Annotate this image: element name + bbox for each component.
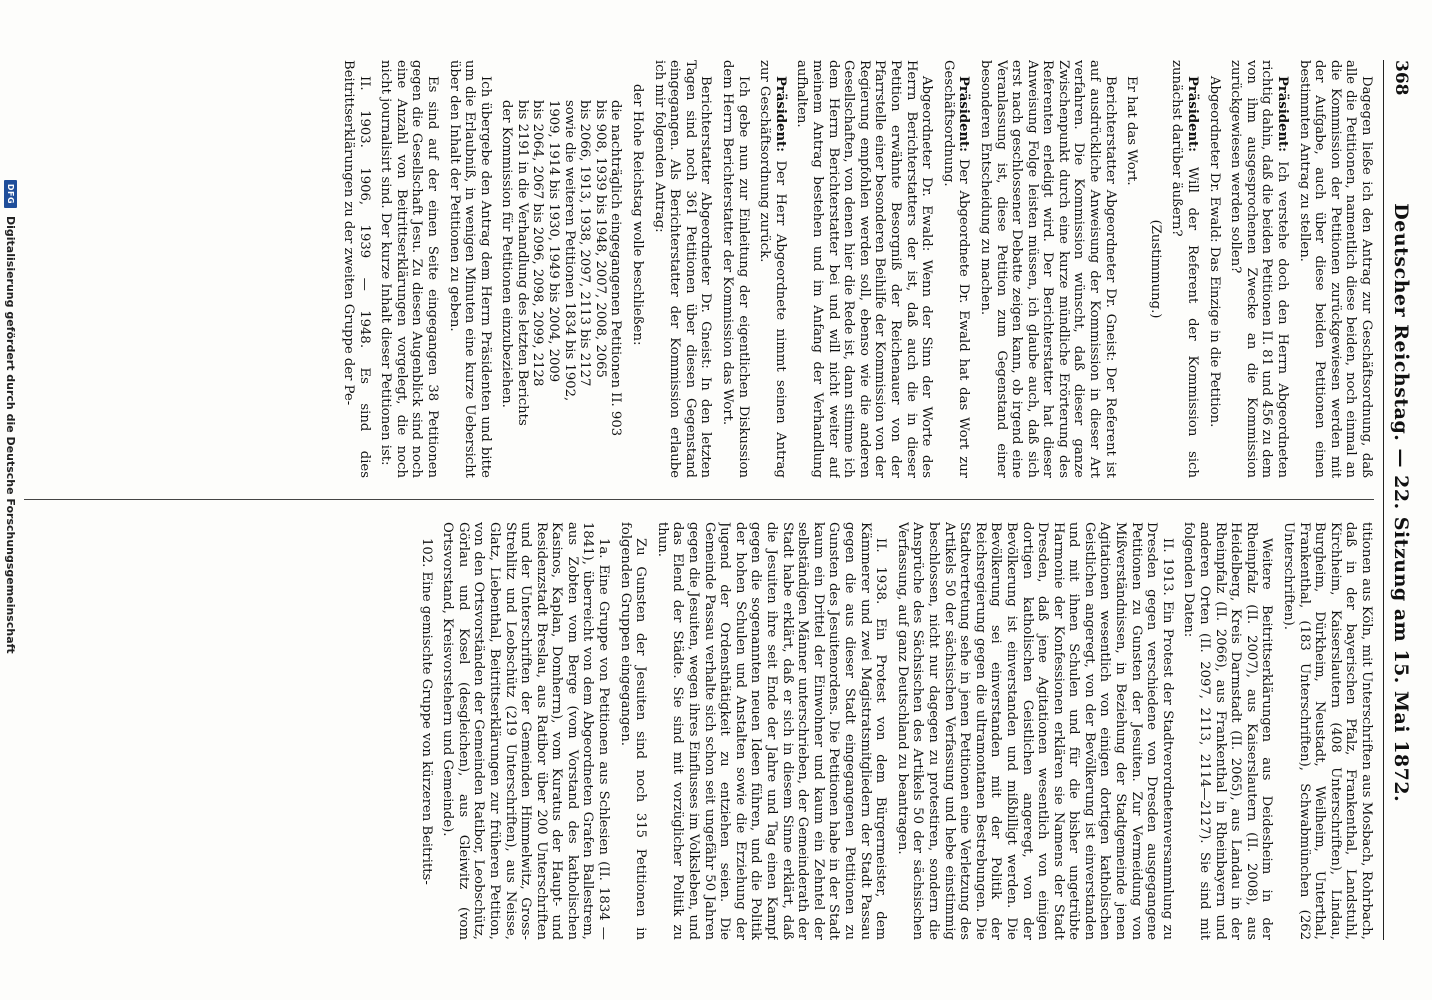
speech-text: Der Referent ist auf ausdrückliche Anweisung der Kommission in dieser Art verfahren. Die Kommission wünscht, daß dieser ganze Zwischenpunkt durch eine kurze mündliche Erörterung des Referenten erledigt wird. Der Berichterstatter hat dieser Anweisung Folge leisten müssen, ich glaube auch, daß sich erst nach geschlossener Debatte zeigen kann, ob irgend eine Veranlassung ist, diese Petition zum Gegenstand einer besonderen Entscheidung zu machen.: [977, 60, 1118, 478]
motion-line: bis 2066, 1913, 1938, 2097, 2113 bis 2127: [577, 100, 593, 387]
motion-line: bis 908, 1939 bis 1948, 2007, 2008, 2065: [592, 100, 608, 378]
speech-text: Der Abgeordnete Dr. Ewald hat das Wort zur Geschäftsordnung.: [940, 60, 972, 478]
speaker-name: Berichterstatter Abgeordneter Dr. Gneist:: [1102, 76, 1118, 362]
paragraph: Er hat das Wort.: [1124, 76, 1140, 186]
page-header: [1383, 60, 1418, 940]
speaker-name: Berichterstatter Abgeordneter Dr. Gneist:: [698, 76, 714, 369]
speaker-name: Präsident:: [772, 76, 788, 153]
paragraph: II. 1903. 1906, 1939 — 1948. Es sind dies Beitrittserklärungen zu der zweiten Gruppe der Pe-: [340, 60, 372, 478]
page-number: 368: [1391, 60, 1411, 96]
paragraph: titionen aus Köln, mit Unterschriften aus Mosbach, Rohrbach, daß in der bayerischen Pfalz, Frankenthal, Landstuhl, Kirchheim, Kaiserslautern (408 Unterschriften), Lindau, Burgheim, Dürkheim, Neustadt, Weilheim, Unterthal, Frankenthal, (183 Unterschriften), Schwabmünchen (262 Unterschriften).: [1281, 522, 1374, 940]
motion-line: die nachträglich eingegangenen Petitionen II. 903: [608, 100, 624, 437]
paragraph: Zu Gunsten der Jesuiten sind noch 315 Petitionen in folgenden Gruppen eingegangen.: [617, 522, 649, 940]
paragraph: Es sind auf der einen Seite eingegangen 38 Petitionen gegen die Gesellschaft Jesu. Zu diesen Augenblick sind noch eine Anzahl von Beitrittserklärungen vorgelegt, die noch nicht journalisirt sind. Der kurze Inhalt dieser Petitionen ist:: [378, 60, 440, 478]
speech-text: In den letzten Tagen sind noch 361 Petitionen über diesen Gegenstand eingegangen. Als Berichterstatter der Kommission erlaube ich mir folgenden Antrag:: [651, 60, 714, 478]
left-column: [24, 60, 1374, 478]
motion-line: 1909, 1914 bis 1930, 1949 bis 2004, 2009: [546, 100, 562, 383]
speaker-name: Präsident:: [1185, 76, 1201, 153]
page-title: Deutscher Reichstag. — 22. Sitzung am 15. Mai 1872.: [1390, 203, 1412, 803]
paragraph: 1a. Eine Gruppe von Petitionen aus Schlesien (II. 1834 — 1841), überreicht von dem Abgeordneten Grafen Ballestrem, aus Zobten vom Berge (vom Vorstand des katholischen Kasinos, Kaplan, Domherrn), vom Kuratus der Haupt- und Residenzstadt Breslau, aus Ratibor über 200 Unterschriften und der Unterschriften der Gemeinden Himmelwitz, Gross-Strehlitz und Leobschütz (219 Unterschriften), aus Neisse, Glatz, Liebenthal, Beitrittserklärungen zur früheren Petition, von den Ortsvorständen der Gemeinden Ratibor, Leobschütz, Görlau und Kosel (desgleichen), aus Gleiwitz (vom Ortsvorstand, Kreisvorstehern und Gemeinde).: [440, 522, 612, 940]
paragraph: Weitere Beitrittserklärungen aus Deidesheim in der Rheinpfalz (II. 2007), aus Kaiserslautern (II. 2008), aus Heidelberg, Kreis Darmstadt (II. 2065), aus Landau in der Rheinpfalz (II. 2066), aus Frankenthal in Rheinbayern und anderen Orten (II. 2097, 2113, 2114—2127). Sie sind mit folgenden Daten:: [1181, 522, 1275, 940]
motion-line: bis 2064, 2067 bis 2096, 2098, 2099, 2128: [530, 100, 546, 387]
motion-line: sowie die weiteren Petitionen 1834 bis 1902,: [561, 100, 577, 402]
paragraph: Dagegen ließe ich den Antrag zur Geschäftsordnung, daß alle die Petitionen, namentlich diese beiden, noch einmal an die Kommission der Petitionen zurückgewiesen werden mit der Aufgabe, auch über diese beiden Petitionen einen bestimmten Antrag zu stellen.: [1296, 60, 1374, 478]
paragraph: II. 1913. Ein Protest der Stadtverordnetenversammlung zu Dresden gegen verschiedene von Dresden ausgegangene Petitionen zu Gunsten der Jesuiten. Zur Vermeidung von Mißverständnissen, in Beziehung der Stadtgemeinde jenen Agitationen wesentlich von einigen dortigen katholischen Geistlichen angeregt, von der Bevölkerung ist einverstanden und mit ihnen Schulen und für die bisher ungetrübte Harmonie der Konfessionen erklären sie Namens der Stadt Dresden, daß jene Agitationen wesentlich von einigen dortigen katholischen Geistlichen angeregt, von der Bevölkerung ist einverstanden und mißbilligt werden. Die Bevölkerung sei einverstanden mit der Politik der Reichsregierung gegen die ultramontanen Bestrebungen. Die Stadtvertretung sehe in jenen Petitionen eine Verletzung des Artikels 50 der sächsischen Verfassung und hebe einstimmig beschlossen, nicht nur dagegen zu protestiren, sondern die Ansprüche des Sächsischen des Artikels 50 der sächsischen Verfassung, auf ganz Deutschland zu beantragen.: [894, 522, 1175, 940]
paragraph: [1206, 60, 1222, 478]
paragraph: II. 1938. Ein Protest von dem Bürgermeister, dem Kämmerer und zwei Magistratsmitgliedern der Stadt Passau gegen die aus dieser Stadt eingegangenen Petitionen zu Gunsten des Jesuitenordens. Die Petitionen habe in der Stadt kaum ein Drittel der Einwohner und kaum ein Zehntel der selbständigen Männer unterschrieben, der Gemeinderath der Stadt habe erklärt, daß er sich in diesem Sinne erklärt, daß die Jesuiten ihre seit Ende der Jahre und Tag einen Kampf gegen die sogenannten neuen Ideen führen, und die Politik der hohen Schulen und Anstalten sowie die Erziehung der Jugend der Ordensthätigkeit zu entziehen seien. Die Gemeinde Passau verhalte sich schon seit ungefähr 50 Jahren gegen die Jesuiten, wegen ihres Einflusses im Volksleben, und das Elend der Städte. Sie sind mit vorzüglicher Politik zu thun.: [654, 522, 889, 940]
right-column: [24, 522, 1374, 940]
motion-line: der Kommission für Petitionen einzubeziehen.: [499, 100, 515, 408]
paragraph: Ich gebe nun zur Einleitung der eigentlichen Diskussion dem Herrn Berichterstatter der Kommission das Wort.: [720, 60, 751, 478]
dfg-logo: DFG: [5, 180, 18, 208]
interjection: (Zustimmung.): [1147, 219, 1163, 319]
paragraph: [1169, 60, 1200, 478]
motion-intro: der Hohe Reichstag wolle beschließen:: [630, 84, 646, 346]
digitization-credit: [3, 180, 19, 820]
paragraph: 102. Eine gemischte Gruppe von kürzeren Beitritts-: [418, 538, 434, 885]
paragraph: [757, 60, 788, 478]
motion-list: [499, 60, 624, 478]
paragraph: [940, 60, 971, 478]
speech-text: Das Einzige in die Petition.: [1206, 246, 1222, 428]
speaker-name: Präsident:: [956, 76, 972, 153]
column-divider: [24, 499, 1374, 500]
motion-line: bis 2191 in die Verhandlung des letzten Berichts: [514, 100, 530, 426]
credit-text: Digitalisierung gefördert durch die Deutsche Forschungsgemeinschaft: [4, 216, 18, 654]
paragraph: [1228, 60, 1290, 478]
speech-text: Der Herr Abgeordnete nimmt seinen Antrag zur Geschäftsordnung zurück.: [757, 60, 788, 478]
speaker-name: Präsident:: [1275, 76, 1291, 153]
paragraph: Ich übergebe den Antrag dem Herrn Präsidenten und bitte um die Erlaubniß, in wenigen Minuten eine kurze Uebersicht über den Inhalt der Petitionen zu geben.: [446, 60, 493, 478]
speech-text: Wenn der Sinn der Worte des Herrn Berichterstatters der ist, daß auch die in dieser Petition erwähnte Besorgniß der Reichenauer von der Pfarrstelle einer besonderen Beihilfe der Kommission von der Regierung empfohlen werden soll, ebenso wie die anderen Gesellschaften, von denen hier die Rede ist, dann stimme ich dem Herrn Berichterstatter bei und will nicht weiter auf meinem Antrag bestehen und im Anfang der Verhandlung aufhalten.: [794, 60, 935, 478]
speaker-name: Abgeordneter Dr. Ewald:: [1206, 76, 1222, 243]
paragraph: [794, 60, 934, 478]
speaker-name: Abgeordneter Dr. Ewald:: [919, 76, 935, 252]
speech-text: Ich verstehe doch den Herrn Abgeordneten richtig dahin, daß die beiden Petitionen II. 81 und 456 zu dem von ihm ausgesprochenen Zwecke an die Kommission zurückgewiesen werden sollen?: [1228, 60, 1291, 478]
paragraph: [651, 60, 713, 478]
speech-text: Will der Referent der Kommission sich zunächst darüber äußern?: [1169, 60, 1201, 478]
paragraph: [977, 60, 1117, 478]
